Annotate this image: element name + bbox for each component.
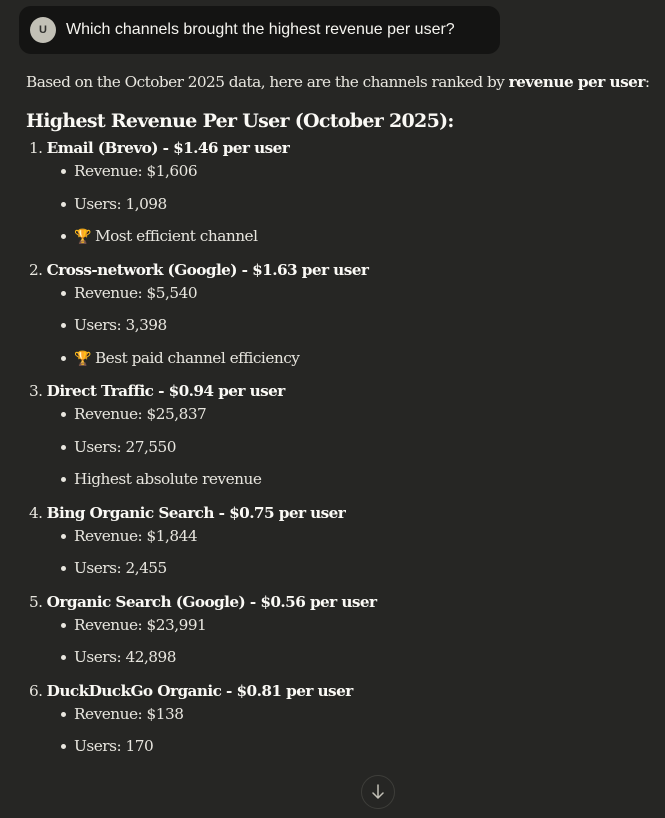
channel-details bbox=[26, 282, 656, 380]
bullet-icon bbox=[61, 445, 66, 450]
bullet-icon bbox=[61, 169, 66, 174]
channel-rank: 4. bbox=[29, 503, 43, 522]
bullet-icon bbox=[61, 202, 66, 207]
channel-name: Bing Organic Search - $0.75 per user bbox=[46, 503, 346, 522]
bullet-icon bbox=[61, 655, 66, 660]
trophy-icon: 🏆 bbox=[74, 350, 91, 367]
bullet-icon bbox=[61, 712, 66, 717]
detail-text: Revenue: $5,540 bbox=[74, 283, 198, 302]
channel-rank: 5. bbox=[29, 592, 43, 611]
response-intro bbox=[26, 70, 656, 94]
channel-item bbox=[26, 590, 656, 679]
channel-title bbox=[26, 501, 656, 525]
channel-details bbox=[26, 403, 656, 501]
channel-title bbox=[26, 136, 656, 160]
channel-title bbox=[26, 379, 656, 403]
channel-item bbox=[26, 501, 656, 590]
detail-item bbox=[26, 735, 656, 768]
detail-item bbox=[26, 646, 656, 679]
bullet-icon bbox=[61, 234, 66, 239]
detail-item bbox=[26, 160, 656, 193]
channel-name: Email (Brevo) - $1.46 per user bbox=[46, 139, 290, 157]
channel-rank: 3. bbox=[29, 382, 43, 400]
channel-details bbox=[26, 160, 656, 258]
bullet-icon bbox=[61, 291, 66, 296]
detail-item bbox=[26, 468, 656, 501]
detail-text: Revenue: $138 bbox=[74, 704, 184, 723]
bullet-icon bbox=[61, 744, 66, 749]
channel-list bbox=[26, 136, 656, 768]
bullet-icon bbox=[61, 566, 66, 571]
channel-details bbox=[26, 614, 656, 679]
bullet-icon bbox=[61, 323, 66, 328]
channel-rank: 1. bbox=[29, 139, 43, 157]
detail-item bbox=[26, 614, 656, 647]
detail-text: Highest absolute revenue bbox=[74, 470, 262, 488]
detail-item bbox=[26, 703, 656, 736]
detail-text: Users: 42,898 bbox=[74, 648, 176, 666]
detail-text: Users: 1,098 bbox=[74, 194, 167, 213]
channel-details bbox=[26, 525, 656, 590]
detail-item bbox=[26, 193, 656, 226]
channel-title bbox=[26, 679, 656, 703]
channel-item bbox=[26, 379, 656, 501]
channel-title bbox=[26, 258, 656, 282]
intro-bold-text: revenue per user bbox=[508, 73, 645, 91]
bullet-icon bbox=[61, 477, 66, 482]
channel-rank: 6. bbox=[29, 681, 43, 700]
intro-suffix: : bbox=[644, 73, 650, 91]
detail-text: Users: 27,550 bbox=[74, 437, 176, 456]
channel-item bbox=[26, 258, 656, 380]
detail-text: Users: 3,398 bbox=[74, 316, 167, 334]
channel-name: Cross-network (Google) - $1.63 per user bbox=[46, 260, 369, 279]
detail-text: Most efficient channel bbox=[94, 227, 258, 245]
trophy-icon: 🏆 bbox=[74, 229, 91, 245]
detail-item bbox=[26, 436, 656, 469]
detail-text: Revenue: $1,606 bbox=[74, 162, 198, 180]
arrow-down-icon bbox=[371, 784, 385, 800]
detail-item bbox=[26, 314, 656, 347]
bullet-icon bbox=[61, 412, 66, 417]
detail-text: Revenue: $1,844 bbox=[74, 526, 198, 545]
channel-name: DuckDuckGo Organic - $0.81 per user bbox=[46, 681, 353, 700]
detail-item bbox=[26, 347, 656, 380]
detail-item bbox=[26, 557, 656, 590]
detail-text: Users: 170 bbox=[74, 737, 154, 755]
user-avatar: U bbox=[30, 17, 56, 43]
response-heading: Highest Revenue Per User (October 2025): bbox=[26, 110, 454, 132]
user-message-bubble bbox=[19, 6, 500, 54]
channel-details bbox=[26, 703, 656, 768]
detail-item bbox=[26, 225, 656, 258]
detail-text: Revenue: $25,837 bbox=[74, 405, 207, 423]
intro-text: Based on the October 2025 data, here are the channels ranked by bbox=[26, 73, 509, 91]
channel-name: Organic Search (Google) - $0.56 per user bbox=[46, 592, 377, 611]
detail-text: Users: 2,455 bbox=[74, 559, 167, 577]
bullet-icon bbox=[61, 534, 66, 539]
detail-text: Revenue: $23,991 bbox=[74, 615, 207, 634]
detail-item bbox=[26, 282, 656, 315]
bullet-icon bbox=[61, 356, 66, 361]
channel-name: Direct Traffic - $0.94 per user bbox=[46, 382, 285, 400]
user-message-text: Which channels brought the highest revenue per user? bbox=[66, 21, 455, 38]
channel-title bbox=[26, 590, 656, 614]
scroll-to-bottom-button[interactable] bbox=[361, 775, 395, 809]
detail-item bbox=[26, 403, 656, 436]
assistant-response bbox=[26, 70, 656, 768]
detail-text: Best paid channel efficiency bbox=[94, 348, 300, 367]
channel-item bbox=[26, 679, 656, 768]
detail-item bbox=[26, 525, 656, 558]
channel-rank: 2. bbox=[29, 260, 43, 279]
bullet-icon bbox=[61, 623, 66, 628]
channel-item bbox=[26, 136, 656, 258]
